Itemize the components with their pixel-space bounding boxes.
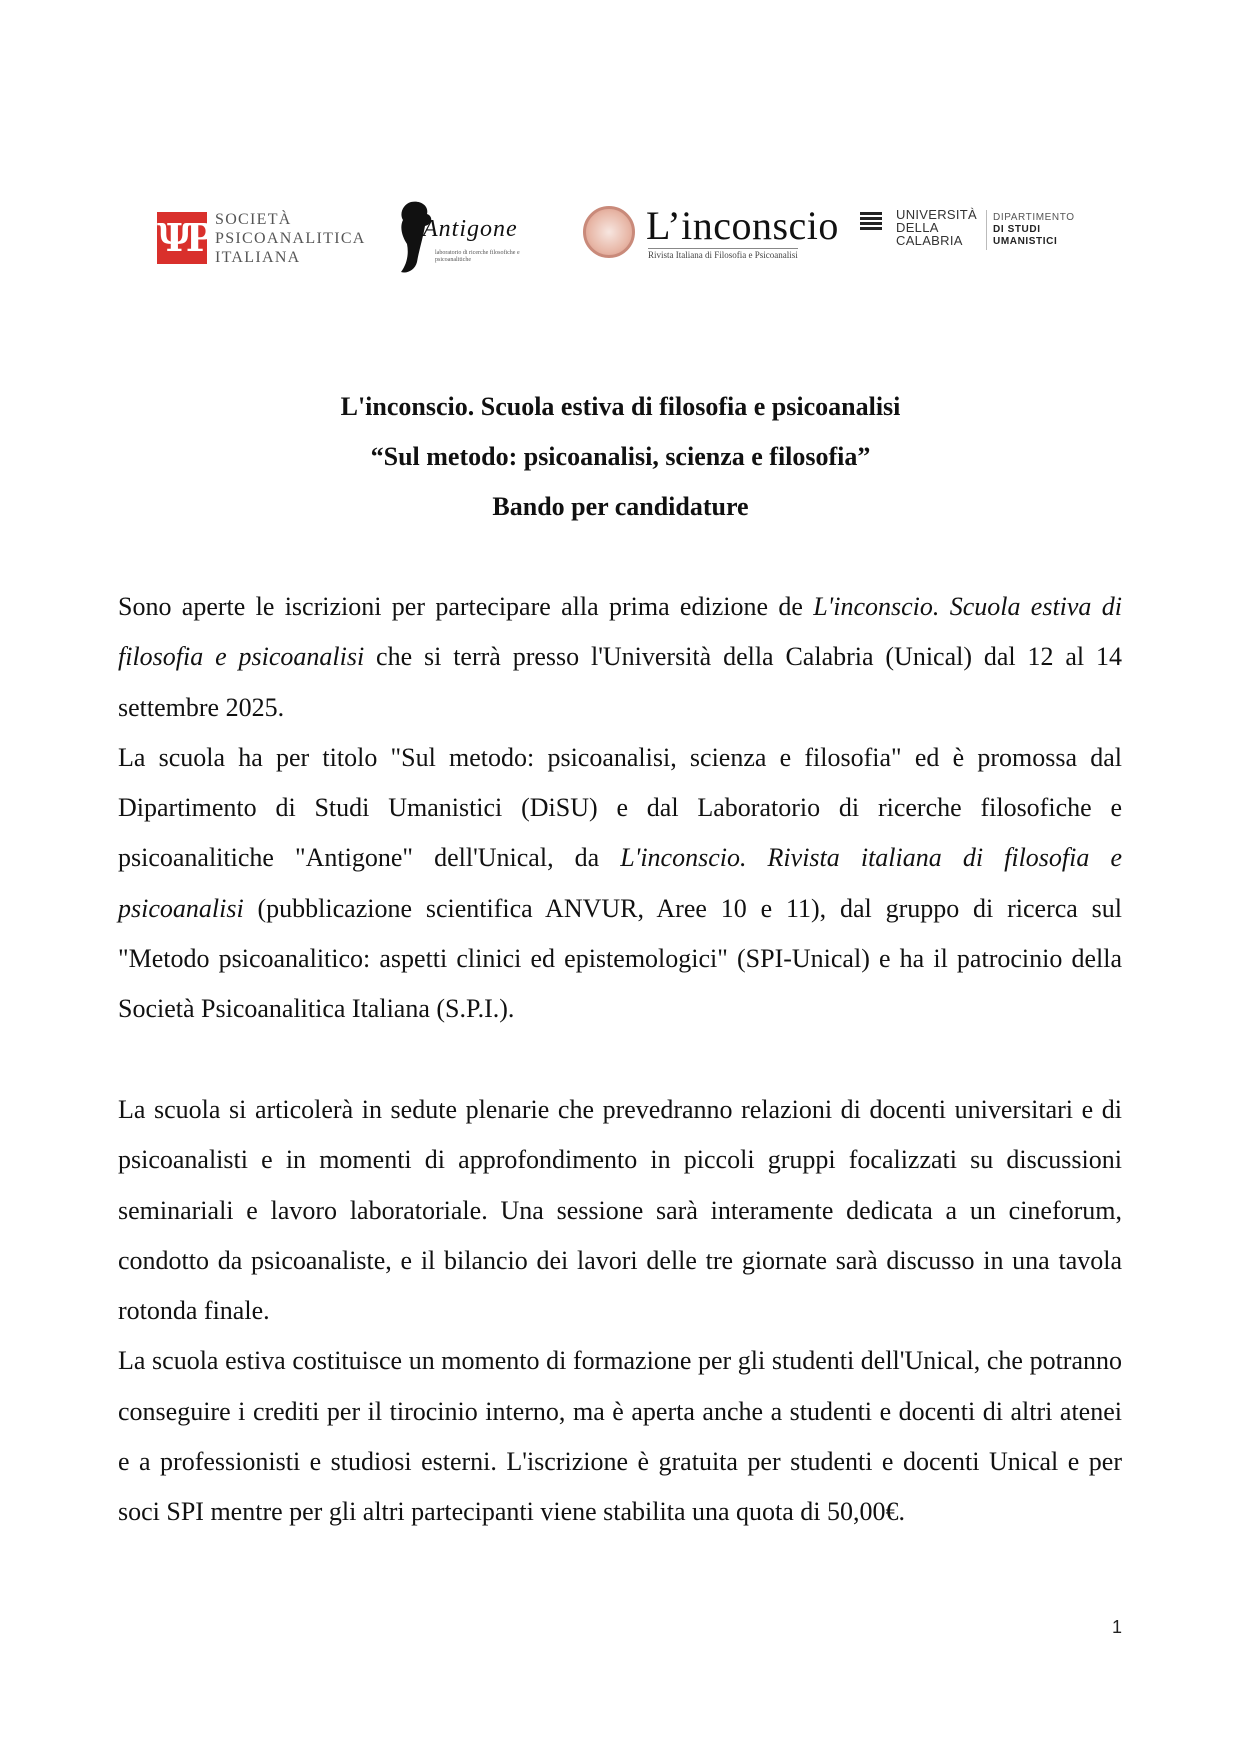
unical-bars-icon (860, 212, 882, 230)
spi-logo-text: SOCIETÀ PSICOANALITICA ITALIANA (215, 211, 366, 266)
unical-logo (860, 208, 1090, 268)
unical-name: UNIVERSITÀ DELLA CALABRIA (896, 207, 978, 248)
document-subtitle: “Sul metodo: psicoanalisi, scienza e filosofia” (370, 442, 871, 471)
antigone-name: Antigone (423, 216, 518, 242)
document-headings (0, 382, 1241, 532)
document-call: Bando per candidature (492, 492, 749, 521)
logo-strip (155, 196, 1085, 276)
spi-logo (155, 208, 370, 268)
body-text-1 (118, 582, 1122, 1035)
spi-psi-icon: ΨΡ (157, 212, 207, 264)
unical-divider (986, 210, 987, 250)
paragraph-enrollment: La scuola estiva costituisce un momento di formazione per gli studenti dell'Unical, che potranno conseguire i crediti per il tirocinio interno, ma è aperta anche a studenti e docenti di altri atenei e a professionisti e studiosi esterni. L'iscrizione è gratuita per studenti e docenti Unical e per soci SPI mentre per gli altri partecipanti viene stabilita una quota di 50,00€. (118, 1346, 1122, 1527)
document-title: L'inconscio. Scuola estiva di filosofia e psicoanalisi (340, 392, 901, 421)
inconscio-logo (580, 200, 850, 270)
paragraph-promoters: La scuola ha per titolo "Sul metodo: psicoanalisi, scienza e filosofia" ed è promossa dal Dipartimento di Studi Umanistici (DiSU) e dal Laboratorio di ricerche filosofiche e psicoanalitiche "Antigone" dell'Unical, da L'inconscio. Rivista italiana di filosofia e psicoanalisi (pubblicazione scientifica ANVUR, Aree 10 e 11), dal gruppo di ricerca sul "Metodo psicoanalitico: aspetti clinici ed epistemologici" (SPI-Unical) e ha il patrocinio della Società Psicoanalitica Italiana (S.P.I.). (118, 742, 1122, 1024)
page-number: 1 (1111, 1617, 1122, 1637)
body-text-2 (118, 1085, 1122, 1538)
antigone-subtitle: laboratorio di ricerche filosofiche e psicoanalitiche (435, 250, 520, 263)
inconscio-seal-icon (583, 206, 635, 258)
unical-department: DIPARTIMENTO DI STUDI UMANISTICI (993, 212, 1075, 247)
inconscio-name: L’inconscio (646, 203, 839, 248)
inconscio-subtitle: Rivista Italiana di Filosofia e Psicoanalisi (648, 250, 798, 260)
paragraph-structure: La scuola si articolerà in sedute plenarie che prevedranno relazioni di docenti universitari e di psicoanalisti e in momenti di approfondimento in piccoli gruppi focalizzati su discussioni seminariali e lavoro laboratoriale. Una sessione sarà interamente dedicata a un cineforum, condotto da psicoanaliste, e il bilancio dei lavori delle tre giornate sarà discusso in una tavola rotonda finale. (118, 1095, 1122, 1326)
paragraph-intro: Sono aperte le iscrizioni per partecipare alla prima edizione de L'inconscio. Scuola estiva di filosofia e psicoanalisi che si terrà presso l'Università della Calabria (Unical) dal 12 al 14 settembre 2025. (118, 592, 1122, 722)
antigone-logo (393, 196, 543, 276)
